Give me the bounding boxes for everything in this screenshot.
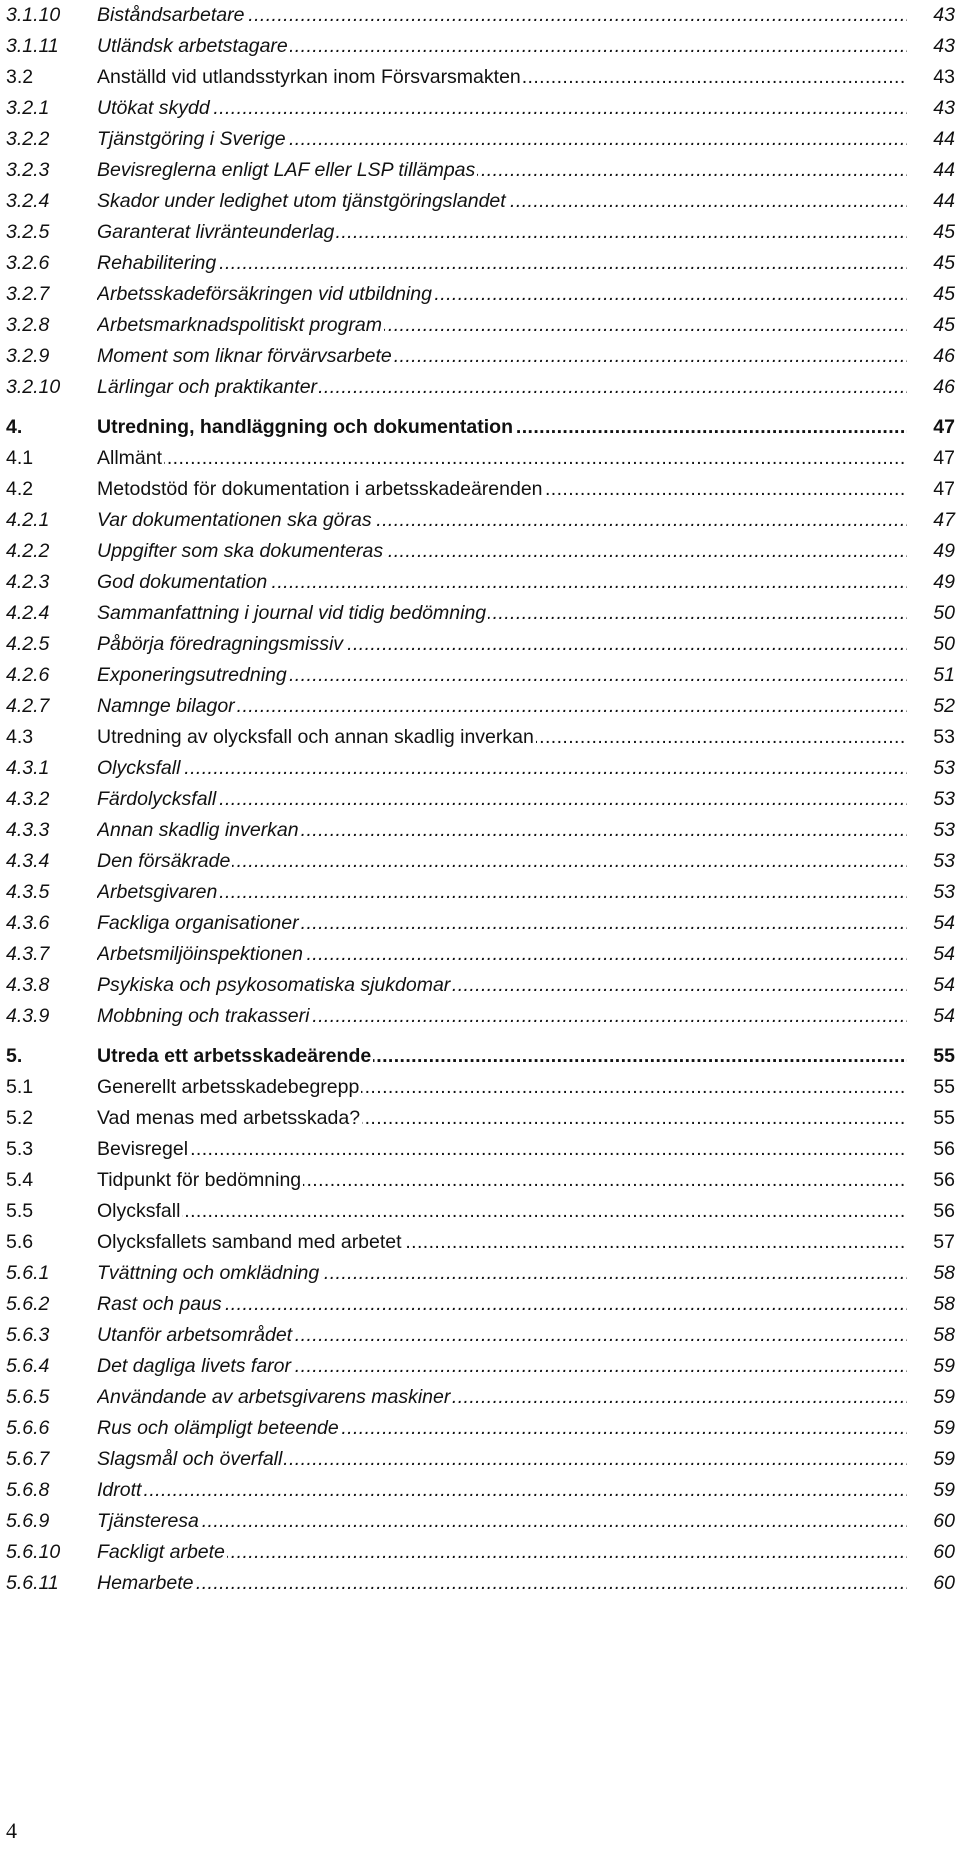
toc-entry-number: 4.3: [6, 726, 34, 748]
toc-entry-title-text: Exponeringsutredning: [97, 664, 287, 686]
toc-entry[interactable]: [0, 629, 955, 659]
toc-entry-number: 3.2.7: [6, 283, 50, 305]
toc-entry[interactable]: [0, 1041, 955, 1071]
toc-entry[interactable]: [0, 1506, 955, 1536]
toc-entry-number: 4.3.7: [6, 943, 50, 965]
toc-entry-number: 3.2.1: [6, 97, 50, 119]
toc-entry-title-text: Biståndsarbetare: [97, 4, 245, 26]
toc-entry-title-text: Idrott: [97, 1479, 142, 1501]
toc-entry-page: 50: [933, 633, 955, 655]
toc-entry-number: 3.2.10: [6, 376, 61, 398]
page-number: 4: [6, 1818, 17, 1843]
toc-entry-title: [97, 1382, 907, 1412]
toc-entry[interactable]: [0, 753, 955, 783]
toc-entry-title: [97, 846, 907, 876]
toc-entry-title: [97, 1165, 907, 1195]
toc-entry-page: 47: [933, 447, 955, 469]
toc-entry-page: 44: [933, 159, 955, 181]
toc-entry-title: [97, 1103, 907, 1133]
toc-entry-page: 59: [933, 1448, 955, 1470]
toc-entry-page: 45: [933, 283, 955, 305]
toc-entry-number: 4.1: [6, 447, 34, 469]
toc-entry-page: 54: [933, 974, 955, 996]
toc-entry-number: 4.3.9: [6, 1005, 50, 1027]
toc-entry-number: 4.2.1: [6, 509, 50, 531]
toc-entry-number: 5.6: [6, 1231, 34, 1253]
toc-entry-page: 55: [933, 1045, 955, 1067]
toc-entry[interactable]: [0, 443, 955, 473]
toc-entry[interactable]: [0, 505, 955, 535]
toc-entry-number: 4.2.2: [6, 540, 50, 562]
toc-entry-page: 44: [933, 190, 955, 212]
toc-entry[interactable]: [0, 1568, 955, 1598]
toc-entry-title: [97, 722, 907, 752]
toc-entry-page: 58: [933, 1293, 955, 1315]
toc-entry-title-text: God dokumentation: [97, 571, 268, 593]
toc-entry[interactable]: [0, 939, 955, 969]
toc-entry-title-text: Arbetsskadeförsäkringen vid utbildning: [97, 283, 432, 305]
toc-entry-title-text: Utländsk arbetstagare: [97, 35, 288, 57]
toc-entry-title-text: Uppgifter som ska dokumenteras: [97, 540, 384, 562]
toc-entry-page: 59: [933, 1355, 955, 1377]
toc-entry-title: [97, 877, 907, 907]
toc-entry-number: 3.1.10: [6, 4, 61, 26]
toc-entry-number: 4.3.1: [6, 757, 50, 779]
toc-entry[interactable]: [0, 248, 955, 278]
toc-entry-title-text: Moment som liknar förvärvsarbete: [97, 345, 392, 367]
toc-entry-page: 43: [933, 66, 955, 88]
toc-entry-page: 50: [933, 602, 955, 624]
toc-entry-page: 53: [933, 819, 955, 841]
toc-entry-title: [97, 629, 907, 659]
toc-entry-title-text: Bevisregel: [97, 1138, 189, 1160]
toc-entry-number: 4.3.3: [6, 819, 50, 841]
toc-entry-number: 3.2.2: [6, 128, 50, 150]
toc-entry-page: 54: [933, 912, 955, 934]
toc-entry-page: 47: [933, 416, 955, 438]
toc-entry-title: [97, 310, 907, 340]
toc-entry-title: [97, 660, 907, 690]
toc-entry-title-text: Den försäkrade: [97, 850, 231, 872]
toc-entry-title-text: Anställd vid utlandsstyrkan inom Försvarsmakten: [97, 66, 521, 88]
toc-entry-title: [97, 155, 907, 185]
toc-entry-title: [97, 412, 907, 442]
toc-entry-number: 3.2: [6, 66, 34, 88]
toc-entry-title: [97, 474, 907, 504]
toc-entry-number: 5.6.7: [6, 1448, 50, 1470]
toc-entry[interactable]: [0, 0, 955, 30]
toc-entry-title-text: Mobbning och trakasseri: [97, 1005, 310, 1027]
toc-entry-number: 5.2: [6, 1107, 34, 1129]
toc-entry-page: 54: [933, 943, 955, 965]
toc-entry-title-text: Bevisreglerna enligt LAF eller LSP tillämpas: [97, 159, 476, 181]
toc-entry-title-text: Utökat skydd: [97, 97, 210, 119]
toc-entry[interactable]: [0, 1475, 955, 1505]
toc-entry[interactable]: [0, 124, 955, 154]
toc-entry-title: [97, 815, 907, 845]
toc-entry[interactable]: [0, 598, 955, 628]
toc-entry-page: 43: [933, 4, 955, 26]
toc-entry[interactable]: [0, 186, 955, 216]
toc-entry[interactable]: [0, 341, 955, 371]
toc-entry-title-text: Tjänsteresa: [97, 1510, 199, 1532]
toc-entry-page: 51: [933, 664, 955, 686]
toc-entry-number: 5.5: [6, 1200, 34, 1222]
toc-entry-number: 5.6.4: [6, 1355, 50, 1377]
toc-entry-title: [97, 784, 907, 814]
toc-entry-page: 47: [933, 478, 955, 500]
toc-entry-title-text: Påbörja föredragningsmissiv: [97, 633, 344, 655]
toc-entry-number: 3.2.6: [6, 252, 50, 274]
toc-entry-page: 59: [933, 1386, 955, 1408]
toc-entry-title: [97, 31, 907, 61]
toc-entry-title: [97, 1506, 907, 1536]
toc-entry-title-text: Rehabilitering: [97, 252, 217, 274]
toc-entry-number: 4.2.4: [6, 602, 50, 624]
toc-entry-number: 5.6.5: [6, 1386, 50, 1408]
toc-entry-number: 4.2.7: [6, 695, 50, 717]
toc-entry[interactable]: [0, 1072, 955, 1102]
toc-entry-page: 43: [933, 97, 955, 119]
toc-entry-title: [97, 124, 907, 154]
toc-entry-page: 60: [933, 1510, 955, 1532]
toc-entry[interactable]: [0, 1320, 955, 1350]
toc-entry-number: 4.3.4: [6, 850, 50, 872]
toc-entry-title-text: Olycksfallets samband med arbetet: [97, 1231, 402, 1253]
toc-entry-number: 5.3: [6, 1138, 34, 1160]
toc-entry-title-text: Tjänstgöring i Sverige: [97, 128, 286, 150]
toc-entry-title-text: Garanterat livränteunderlag: [97, 221, 335, 243]
toc-entry-title: [97, 0, 907, 30]
toc-entry[interactable]: [0, 1351, 955, 1381]
toc-entry-title: [97, 1289, 907, 1319]
toc-entry-title-text: Det dagliga livets faror: [97, 1355, 292, 1377]
toc-entry[interactable]: [0, 1134, 955, 1164]
toc-entry[interactable]: [0, 877, 955, 907]
toc-entry-title: [97, 1001, 907, 1031]
toc-entry-page: 59: [933, 1479, 955, 1501]
toc-entry-title: [97, 691, 907, 721]
toc-entry-page: 58: [933, 1262, 955, 1284]
toc-entry[interactable]: [0, 846, 955, 876]
toc-entry-number: 4.3.2: [6, 788, 50, 810]
toc-entry-page: 55: [933, 1107, 955, 1129]
toc-entry-page: 53: [933, 850, 955, 872]
toc-entry-page: 53: [933, 757, 955, 779]
toc-entry-title-text: Fackligt arbete: [97, 1541, 225, 1563]
toc-entry-title: [97, 567, 907, 597]
toc-entry-page: 56: [933, 1200, 955, 1222]
toc-entry-page: 56: [933, 1138, 955, 1160]
toc-entry-title-text: Utredning av olycksfall och annan skadlig inverkan: [97, 726, 534, 748]
toc-entry-title-text: Namnge bilagor: [97, 695, 235, 717]
toc-entry-title: [97, 598, 907, 628]
toc-entry-title-text: Arbetsgivaren: [97, 881, 218, 903]
toc-entry-number: 5.6.2: [6, 1293, 50, 1315]
toc-entry-title: [97, 1227, 907, 1257]
toc-entry-title-text: Rus och olämpligt beteende: [97, 1417, 339, 1439]
toc-entry[interactable]: [0, 908, 955, 938]
toc-entry-title: [97, 248, 907, 278]
toc-entry-title-text: Hemarbete: [97, 1572, 194, 1594]
toc-entry[interactable]: [0, 310, 955, 340]
toc-entry-title-text: Arbetsmarknadspolitiskt program: [97, 314, 383, 336]
toc-entry-title: [97, 1568, 907, 1598]
toc-entry-number: 5.6.8: [6, 1479, 50, 1501]
toc-entry[interactable]: [0, 93, 955, 123]
toc-entry-title-text: Psykiska och psykosomatiska sjukdomar: [97, 974, 451, 996]
toc-entry[interactable]: [0, 1258, 955, 1288]
toc-entry-title: [97, 1196, 907, 1226]
toc-entry-title-text: Vad menas med arbetsskada?: [97, 1107, 361, 1129]
toc-entry[interactable]: [0, 1196, 955, 1226]
toc-entry[interactable]: [0, 815, 955, 845]
toc-entry-title-text: Utanför arbetsområdet: [97, 1324, 293, 1346]
toc-entry-title: [97, 1537, 907, 1567]
toc-entry-title: [97, 186, 907, 216]
toc-entry-page: 46: [933, 345, 955, 367]
toc-entry-page: 46: [933, 376, 955, 398]
toc-entry-page: 47: [933, 509, 955, 531]
toc-entry-page: 52: [933, 695, 955, 717]
toc-entry-title: [97, 279, 907, 309]
toc-entry-title-text: Användande av arbetsgivarens maskiner: [97, 1386, 451, 1408]
toc-entry-page: 54: [933, 1005, 955, 1027]
toc-entry-page: 44: [933, 128, 955, 150]
toc-entry-title-text: Rast och paus: [97, 1293, 222, 1315]
toc-entry-title-text: Generellt arbetsskadebegrepp: [97, 1076, 360, 1098]
toc-entry-page: 59: [933, 1417, 955, 1439]
toc-entry-number: 4.: [6, 416, 23, 438]
toc-entry[interactable]: [0, 62, 955, 92]
toc-entry-title-text: Metodstöd för dokumentation i arbetsskadeärenden: [97, 478, 543, 500]
toc-entry-title: [97, 1444, 907, 1474]
toc-entry-title: [97, 443, 907, 473]
toc-entry-page: 49: [933, 540, 955, 562]
toc-entry-title: [97, 505, 907, 535]
toc-entry[interactable]: [0, 412, 955, 442]
toc-entry-number: 4.3.6: [6, 912, 50, 934]
toc-entry[interactable]: [0, 1444, 955, 1474]
toc-entry-title-text: Utreda ett arbetsskadeärende: [97, 1045, 372, 1067]
toc-entry-title-text: Lärlingar och praktikanter: [97, 376, 318, 398]
toc-entry-number: 3.2.4: [6, 190, 50, 212]
toc-entry[interactable]: [0, 217, 955, 247]
toc-entry-title-text: Arbetsmiljöinspektionen: [97, 943, 303, 965]
toc-entry-title-text: Allmänt: [97, 447, 163, 469]
toc-entry-title-text: Utredning, handläggning och dokumentation: [97, 416, 513, 438]
toc-entry[interactable]: [0, 1537, 955, 1567]
toc-entry-page: 49: [933, 571, 955, 593]
toc-entry-title: [97, 1134, 907, 1164]
toc-entry-title: [97, 1258, 907, 1288]
toc-entry-title: [97, 1041, 907, 1071]
toc-entry-title-text: Färdolycksfall: [97, 788, 217, 810]
toc-entry-number: 3.2.8: [6, 314, 50, 336]
toc-entry-title: [97, 1072, 907, 1102]
toc-entry-number: 3.2.9: [6, 345, 50, 367]
toc-entry-page: 60: [933, 1572, 955, 1594]
toc-entry-page: 57: [933, 1231, 955, 1253]
toc-entry[interactable]: [0, 1165, 955, 1195]
toc-entry[interactable]: [0, 691, 955, 721]
toc-entry-page: 53: [933, 881, 955, 903]
toc-entry[interactable]: [0, 1103, 955, 1133]
toc-entry-title: [97, 939, 907, 969]
toc-entry-number: 5.6.11: [6, 1572, 59, 1594]
toc-entry-number: 3.2.5: [6, 221, 50, 243]
toc-entry[interactable]: [0, 1413, 955, 1443]
toc-entry-title: [97, 341, 907, 371]
toc-entry-page: 45: [933, 221, 955, 243]
toc-entry-number: 5.6.9: [6, 1510, 50, 1532]
toc-entry[interactable]: [0, 1227, 955, 1257]
toc-entry-title: [97, 1413, 907, 1443]
toc-entry-page: 45: [933, 314, 955, 336]
toc-entry-number: 4.2.5: [6, 633, 50, 655]
toc-entry-number: 5.6.1: [6, 1262, 50, 1284]
toc-entry-title-text: Fackliga organisationer: [97, 912, 299, 934]
toc-entry-number: 4.3.8: [6, 974, 50, 996]
toc-entry-page: 55: [933, 1076, 955, 1098]
toc-entry-title-text: Sammanfattning i journal vid tidig bedömning: [97, 602, 487, 624]
toc-entry-number: 3.1.11: [6, 35, 59, 57]
toc-entry-title-text: Var dokumentationen ska göras: [97, 509, 372, 531]
toc-entry[interactable]: [0, 784, 955, 814]
toc-entry-title-text: Annan skadlig inverkan: [97, 819, 299, 841]
toc-entry-title: [97, 1351, 907, 1381]
toc-entry-page: 45: [933, 252, 955, 274]
toc-entry-title-text: Tidpunkt för bedömning: [97, 1169, 302, 1191]
toc-entry-number: 5.6.6: [6, 1417, 50, 1439]
toc-entry-title: [97, 62, 907, 92]
toc-entry[interactable]: [0, 31, 955, 61]
toc-entry-page: 43: [933, 35, 955, 57]
toc-entry[interactable]: [0, 1001, 955, 1031]
toc-entry-title: [97, 536, 907, 566]
toc-entry-title-text: Slagsmål och överfall: [97, 1448, 283, 1470]
toc-entry-page: 56: [933, 1169, 955, 1191]
toc-entry-title-text: Tvättning och omklädning: [97, 1262, 320, 1284]
toc-entry[interactable]: [0, 567, 955, 597]
toc-entry-number: 4.2.3: [6, 571, 50, 593]
toc-entry[interactable]: [0, 1289, 955, 1319]
toc-entry-title: [97, 1320, 907, 1350]
toc-entry-title: [97, 93, 907, 123]
toc-entry-number: 5.4: [6, 1169, 34, 1191]
toc-entry-number: 4.2.6: [6, 664, 50, 686]
toc-entry-title-text: Skador under ledighet utom tjänstgöringslandet: [97, 190, 506, 212]
toc-entry-title: [97, 908, 907, 938]
toc-entry-number: 5.6.10: [6, 1541, 61, 1563]
toc-entry-number: 4.3.5: [6, 881, 50, 903]
toc-entry[interactable]: [0, 660, 955, 690]
toc-entry-page: 58: [933, 1324, 955, 1346]
toc-entry-number: 3.2.3: [6, 159, 50, 181]
toc-entry-number: 5.6.3: [6, 1324, 50, 1346]
toc-entry[interactable]: [0, 372, 955, 402]
toc-entry-title: [97, 970, 907, 1000]
toc-entry-page: 53: [933, 788, 955, 810]
toc-entry-page: 53: [933, 726, 955, 748]
toc-entry[interactable]: [0, 536, 955, 566]
toc-entry-title: [97, 372, 907, 402]
toc-entry[interactable]: [0, 155, 955, 185]
toc-entry[interactable]: [0, 722, 955, 752]
toc-entry-title: [97, 753, 907, 783]
toc-entry-number: 5.1: [6, 1076, 34, 1098]
toc-entry-number: 5.: [6, 1045, 23, 1067]
toc-entry-page: 60: [933, 1541, 955, 1563]
toc-entry-number: 4.2: [6, 478, 34, 500]
toc-entry[interactable]: [0, 970, 955, 1000]
toc-entry-title: [97, 217, 907, 247]
toc-entry[interactable]: [0, 279, 955, 309]
toc-entry[interactable]: [0, 474, 955, 504]
toc-entry-title: [97, 1475, 907, 1505]
toc-entry[interactable]: [0, 1382, 955, 1412]
toc-entry-title-text: Olycksfall: [97, 1200, 181, 1222]
toc-entry-title-text: Olycksfall: [97, 757, 181, 779]
